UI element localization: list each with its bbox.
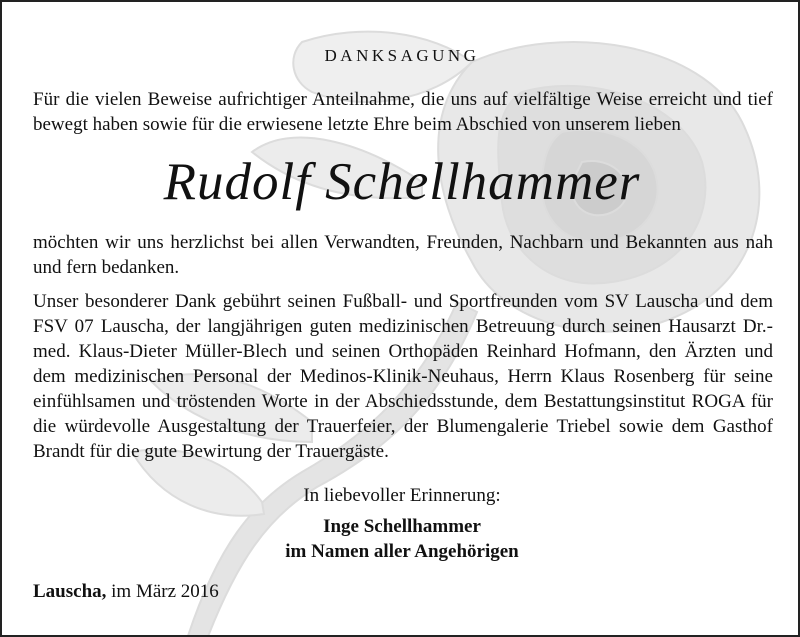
closing-line: In liebevoller Erinnerung: — [303, 485, 501, 506]
date: im März 2016 — [111, 581, 219, 602]
place: Lauscha, — [33, 581, 107, 602]
thanks-general-paragraph: möchten wir uns herzlichst bei allen Verwandten, Freunden, Nachbarn und Bekannten aus nah und fern bedanken. — [33, 232, 773, 278]
place-date — [33, 581, 219, 603]
signer-note: im Namen aller Angehörigen — [285, 541, 519, 562]
deceased-name: Rudolf Schellhammer — [163, 153, 641, 211]
heading-danksagung: DANKSAGUNG — [324, 46, 480, 65]
signer-name: Inge Schellhammer — [323, 516, 481, 537]
thanks-special-paragraph: Unser besonderer Dank gebührt seinen Fußball- und Sportfreunden vom SV Lauscha und dem FSV 07 Lauscha, der langjährigen guten medizinischen Betreuung durch seinen Hausarzt Dr.-med. Klaus-Dieter Müller-Blech und seinen Orthopäden Reinhard Hofmann, den Ärzten und dem medizinischen Personal der Medinos-Klinik-Neuhaus, Herrn Klaus Rosenberg für seine einfühlsamen und tröstenden Worte in der Abschiedsstunde, dem Bestattungsinstitut ROGA für die würdevolle Ausgestaltung der Trauerfeier, der Blumengalerie Triebel sowie dem Gasthof Brandt für die gute Bewirtung der Trauergäste. — [33, 291, 773, 462]
intro-paragraph: Für die vielen Beweise aufrichtiger Anteilnahme, die uns auf vielfältige Weise erreicht und tief bewegt haben sowie für die erwiesene letzte Ehre beim Abschied von unserem lieben — [33, 89, 773, 135]
